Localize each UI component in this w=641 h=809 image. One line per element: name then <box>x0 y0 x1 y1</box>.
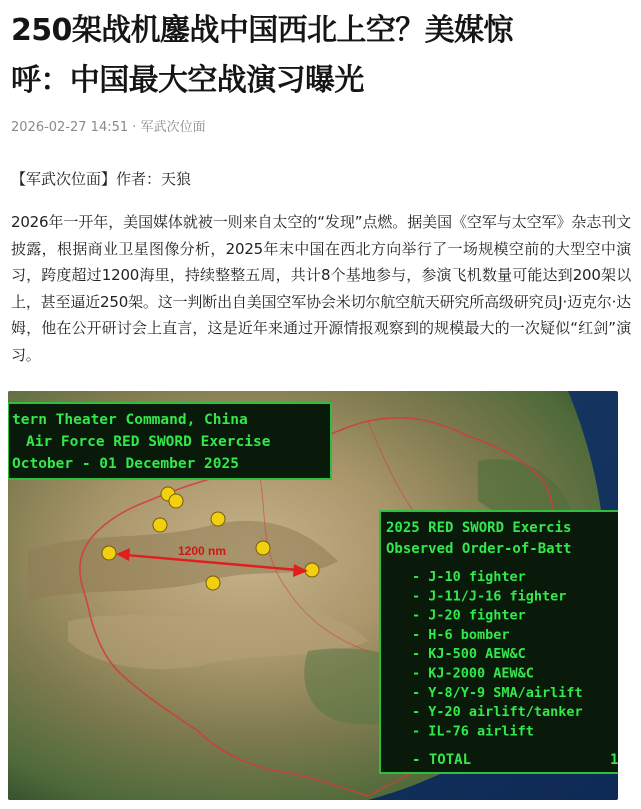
air-base-marker <box>211 512 225 526</box>
order-item: - IL-76 airlift <box>412 723 534 740</box>
total-value: 1 <box>610 752 618 768</box>
header-line-2: Air Force RED SWORD Exercise <box>26 434 271 450</box>
meta-separator: · <box>132 120 137 135</box>
order-item: - Y-20 airlift/tanker <box>412 704 583 721</box>
order-item: - KJ-500 AEW&C <box>412 646 526 663</box>
header-line-3: October - 01 December 2025 <box>12 456 239 472</box>
order-item: - J-10 fighter <box>412 569 526 585</box>
order-title-1: 2025 RED SWORD Exercis <box>386 520 572 536</box>
air-base-marker <box>256 541 270 555</box>
distance-label: 1200 nm <box>178 544 227 558</box>
title-line-2: 呼：中国最大空战演习曝光 <box>11 63 364 98</box>
total-label: - TOTAL <box>412 752 472 768</box>
article-meta <box>11 116 206 135</box>
publish-date: 2026-02-27 14:51 <box>11 120 129 135</box>
source-link[interactable]: 军武次位面 <box>140 120 206 135</box>
byline: 【军武次位面】作者：天狼 <box>11 170 192 188</box>
order-item: - J-11/J-16 fighter <box>412 588 567 605</box>
order-item: - H-6 bomber <box>412 626 510 643</box>
air-base-marker <box>153 518 167 532</box>
order-item: - KJ-2000 AEW&C <box>412 665 534 682</box>
article-paragraph: 2026年一开年，美国媒体就被一则来自太空的“发现”点燃。据美国《空军与太空军》杂志刊文披露，根据商业卫星图像分析，2025年末中国在西北方向举行了一场规模空前的大型空中演习，跨度超过1200海里，持续整整五周，共计8个基地参与，参演飞机数量可能达到200架以上，甚至逼近250架。这一判断出自美国空军协会米切尔航空航天研究所高级研究员J·迈克尔·达姆，他在公开研讨会上直言，这是近年来通过开源情报观察到的规模最大的一次疑似“红剑”演习。 <box>11 213 631 364</box>
title-line-1: 250架战机鏖战中国西北上空？美媒惊 <box>11 13 513 48</box>
order-item: - J-20 fighter <box>412 607 526 624</box>
air-base-marker <box>102 546 116 560</box>
article-figure <box>8 391 618 800</box>
article-title <box>11 6 631 106</box>
satellite-map <box>8 391 618 800</box>
air-base-marker <box>169 494 183 508</box>
header-line-1: tern Theater Command, China <box>12 412 248 428</box>
air-base-marker <box>206 576 220 590</box>
air-base-marker <box>305 563 319 577</box>
order-item: - Y-8/Y-9 SMA/airlift <box>412 684 583 701</box>
order-title-2: Observed Order-of-Batt <box>386 541 572 557</box>
